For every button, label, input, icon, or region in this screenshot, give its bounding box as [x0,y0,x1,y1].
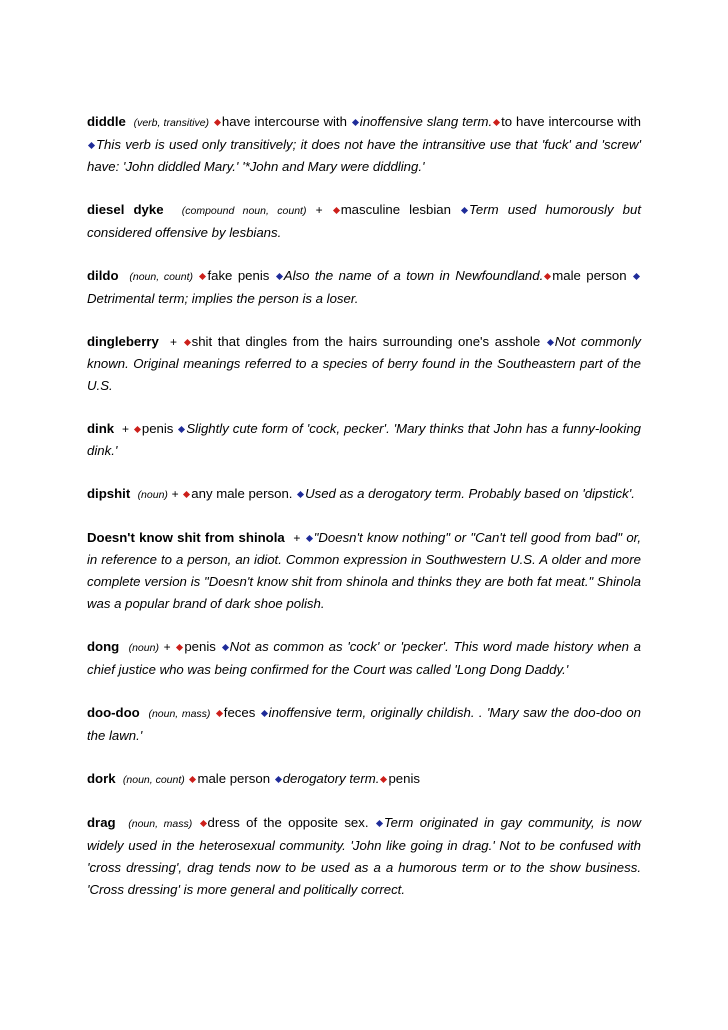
note-diamond-icon [275,776,282,783]
dictionary-entry [87,265,641,310]
part-of-speech: (compound noun, count) [181,205,307,217]
definition-diamond-icon [544,273,551,280]
usage-note: inoffensive term, originally childish. . 'Mary saw the doo-doo on the lawn.' [87,705,641,743]
headword: diesel dyke [87,202,164,217]
headword: dong [87,639,120,654]
dictionary-entry [87,483,641,506]
headword: dingleberry [87,334,159,349]
headword: diddle [87,114,126,129]
usage-note: Slightly cute form of 'cock, pecker'. 'Mary thinks that John has a funny-looking dink.' [87,421,641,458]
headword: dipshit [87,486,131,501]
dictionary-entry [87,331,641,397]
definition-text: penis [388,771,420,786]
note-diamond-icon [261,710,268,717]
definition-diamond-icon [183,491,190,498]
part-of-speech: (verb, transitive) [133,117,210,129]
plus-marker: + [293,531,301,545]
dictionary-page [87,111,641,922]
note-diamond-icon [352,119,359,126]
plus-marker: + [170,335,178,349]
dictionary-entry [87,702,641,747]
definition-diamond-icon [199,273,206,280]
definition-text: fake penis [207,268,275,283]
plus-marker: + [121,422,129,436]
definition-text: penis [184,639,221,654]
usage-note: inoffensive slang term. [359,114,493,129]
part-of-speech: (noun, count) [129,271,194,283]
definition-diamond-icon [184,339,191,346]
plus-marker: + [163,640,171,654]
part-of-speech: (noun) [137,489,168,501]
plus-marker: + [171,487,179,501]
definition-text: dress of the opposite sex. [207,815,375,830]
note-diamond-icon [88,142,95,149]
definition-diamond-icon [200,820,207,827]
note-diamond-icon [461,207,468,214]
definition-text: have intercourse with [221,114,351,129]
headword: dork [87,771,116,786]
note-diamond-icon [547,339,554,346]
definition-text: shit that dingles from the hairs surrounding one's asshole [191,334,546,349]
plus-marker: + [315,203,323,217]
usage-note: Not commonly known. Original meanings referred to a species of berry found in the Southeastern part of the U.S. [87,334,641,393]
definition-diamond-icon [189,776,196,783]
usage-note: Also the name of a town in Newfoundland. [283,268,544,283]
usage-note: Used as a derogatory term. Probably based on 'dipstick'. [305,486,635,501]
definition-text: male person [552,268,633,283]
note-diamond-icon [633,273,640,280]
headword: dildo [87,268,119,283]
headword: drag [87,815,116,830]
definition-diamond-icon [216,710,223,717]
usage-note: Not as common as 'cock' or 'pecker'. This word made history when a chief justice who was being confirmed for the Court was called 'Long Dong Daddy.' [87,639,641,677]
note-diamond-icon [222,644,229,651]
definition-text: penis [141,421,178,436]
usage-note: Term used humorously but considered offensive by lesbians. [87,202,641,240]
part-of-speech: (noun, count) [122,774,185,786]
headword: doo-doo [87,705,140,720]
note-diamond-icon [178,426,185,433]
usage-note: "Doesn't know nothing" or "Can't tell good from bad" or, in reference to a person, an idiot. Common expression in Southwestern U.S. A older and more complete version is "Doesn't know shit from shinola and thinks they are both fat meat." Shinola was a popular brand of dark shoe polish. [87,530,642,611]
note-diamond-icon [297,491,304,498]
usage-note: derogatory term. [282,771,380,786]
definition-text: to have intercourse with [501,114,642,129]
note-diamond-icon [306,535,313,542]
part-of-speech: (noun, mass) [128,818,193,830]
dictionary-entry [87,812,641,901]
dictionary-entry [87,768,641,791]
definition-text: male person [197,771,274,786]
usage-note: Detrimental term; implies the person is a loser. [87,291,359,306]
definition-diamond-icon [214,119,221,126]
definition-text: feces [223,705,260,720]
dictionary-entry [87,199,641,244]
definition-diamond-icon [176,644,183,651]
headword: Doesn't know shit from shinola [87,530,285,545]
dictionary-entry [87,636,641,681]
definition-text: masculine lesbian [340,202,461,217]
usage-note: Term originated in gay community, is now widely used in the heterosexual community. 'John like going in drag.' Not to be confused with 'cross dressing', drag tends now to be used as a a humorous term or to the show business. 'Cross dressing' is more general and politically correct. [87,815,642,897]
definition-diamond-icon [134,426,141,433]
note-diamond-icon [376,820,383,827]
definition-diamond-icon [493,119,500,126]
definition-diamond-icon [380,776,387,783]
part-of-speech: (noun) [128,642,159,654]
dictionary-entry [87,527,641,615]
part-of-speech: (noun, mass) [148,708,211,720]
dictionary-entry [87,418,641,462]
note-diamond-icon [276,273,283,280]
definition-diamond-icon [333,207,340,214]
headword: dink [87,421,115,436]
usage-note: This verb is used only transitively; it does not have the intransitive use that 'fuck' and 'screw' have: 'John diddled Mary.' '*John and Mary were diddling.' [87,137,641,174]
dictionary-entry [87,111,641,178]
definition-text: any male person. [191,486,297,501]
